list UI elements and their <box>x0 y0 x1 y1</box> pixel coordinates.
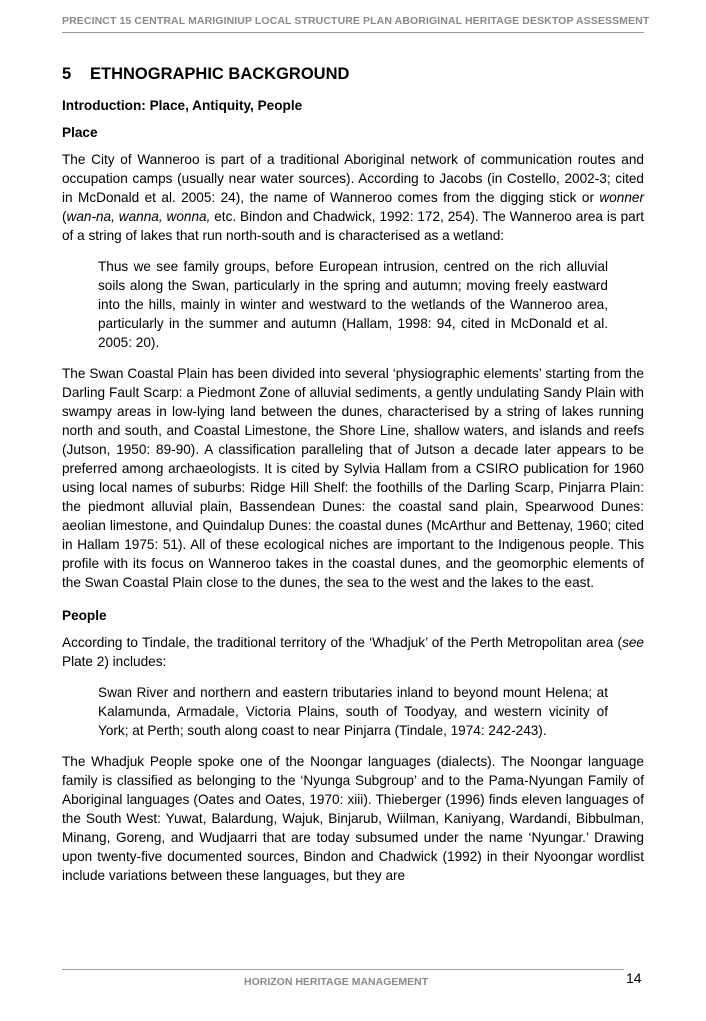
footer-divider <box>62 969 624 970</box>
page-body <box>62 64 644 897</box>
section-title: ETHNOGRAPHIC BACKGROUND <box>90 65 350 83</box>
text-run: Plate 2) includes: <box>62 654 167 669</box>
italic-term: wan-na, wanna, wonna, <box>66 209 211 224</box>
people-paragraph-1 <box>62 633 644 671</box>
people-block-quote: Swan River and northern and eastern tributaries inland to beyond mount Helena; at Kalamunda, Armadale, Victoria Plains, south of Toodyay, and western vicinity of York; at Perth; south along coast to near Pinjarra (Tindale, 1974: 242-243). <box>98 685 608 738</box>
italic-term: see <box>622 635 644 650</box>
place-paragraph-1 <box>62 150 644 245</box>
intro-heading: Introduction: Place, Antiquity, People <box>62 98 303 113</box>
text-run: ( <box>62 209 67 224</box>
section-number: 5 <box>62 65 72 83</box>
italic-term: wonner <box>599 190 644 205</box>
text-run: The City of Wanneroo is part of a traditional Aboriginal network of communication routes and occupation camps (usually near water sources). According to Jacobs (in Costello, 2002-3; cited in McDonald et al. 2005: 24), the name of Wanneroo comes from the digging stick or <box>62 152 644 205</box>
place-heading: Place <box>62 125 98 140</box>
text-run: According to Tindale, the traditional territory of the ‘Whadjuk’ of the Perth Metropolitan area ( <box>62 635 623 650</box>
people-paragraph-2: The Whadjuk People spoke one of the Noongar languages (dialects). The Noongar language family is classified as belonging to the ‘Nyunga Subgroup’ and to the Pama-Nyungan Family of Aboriginal languages (Oates and Oates, 1970: xiii). Thieberger (1996) finds eleven languages of the South West: Yuwat, Balardung, Wajuk, Binjarub, Wiilman, Kaniyang, Wardandi, Bibbulman, Minang, Goreng, and Wudjaarri that are today subsumed under the name ‘Nyungar.’ Drawing upon twenty-five documented sources, Bindon and Chadwick (1992) in their Nyoongar wordlist include variations between these languages, but they are <box>62 754 644 883</box>
running-header: PRECINCT 15 CENTRAL MARIGINIUP LOCAL STRUCTURE PLAN ABORIGINAL HERITAGE DESKTOP ASSESSMENT <box>62 15 650 27</box>
section-heading <box>62 64 644 84</box>
header-divider <box>62 32 644 33</box>
page-number: 14 <box>626 970 642 986</box>
footer-text: HORIZON HERITAGE MANAGEMENT <box>244 976 429 988</box>
place-paragraph-2: The Swan Coastal Plain has been divided into several ‘physiographic elements’ starting from the Darling Fault Scarp: a Piedmont Zone of alluvial sediments, a gently undulating Sandy Plain with swampy areas in low-lying land between the dunes, characterised by a string of lakes running north and south, and Coastal Limestone, the Shore Line, shallow waters, and islands and reefs (Jutson, 1950: 89-90). A classification paralleling that of Jutson a decade later appears to be preferred among archaeologists. It is cited by Sylvia Hallam from a CSIRO publication for 1960 using local names of suburbs: Ridge Hill Shelf: the foothills of the Darling Scarp, Pinjarra Plain: the piedmont alluvial plain, Bassendean Dunes: the coastal sand plain, Spearwood Dunes: aeolian limestone, and Quindalup Dunes: the coastal dunes (McArthur and Bettenay, 1960; cited in Hallam 1975: 51). All of these ecological niches are important to the Indigenous people. This profile with its focus on Wanneroo takes in the coastal dunes, and the geomorphic elements of the Swan Coastal Plain close to the dunes, the sea to the west and the lakes to the east. <box>62 366 644 590</box>
text-run: etc. Bindon and Chadwick, 1992: 172, 254). The Wanneroo area is part of a string of lakes that run north-south and is characterised as a wetland: <box>62 209 644 243</box>
place-block-quote: Thus we see family groups, before European intrusion, centred on the rich alluvial soils along the Swan, particularly in the spring and autumn; moving freely eastward into the hills, mainly in winter and westward to the wetlands of the Wanneroo area, particularly in the summer and autumn (Hallam, 1998: 94, cited in McDonald et al. 2005: 20). <box>98 259 608 350</box>
people-heading: People <box>62 608 107 623</box>
